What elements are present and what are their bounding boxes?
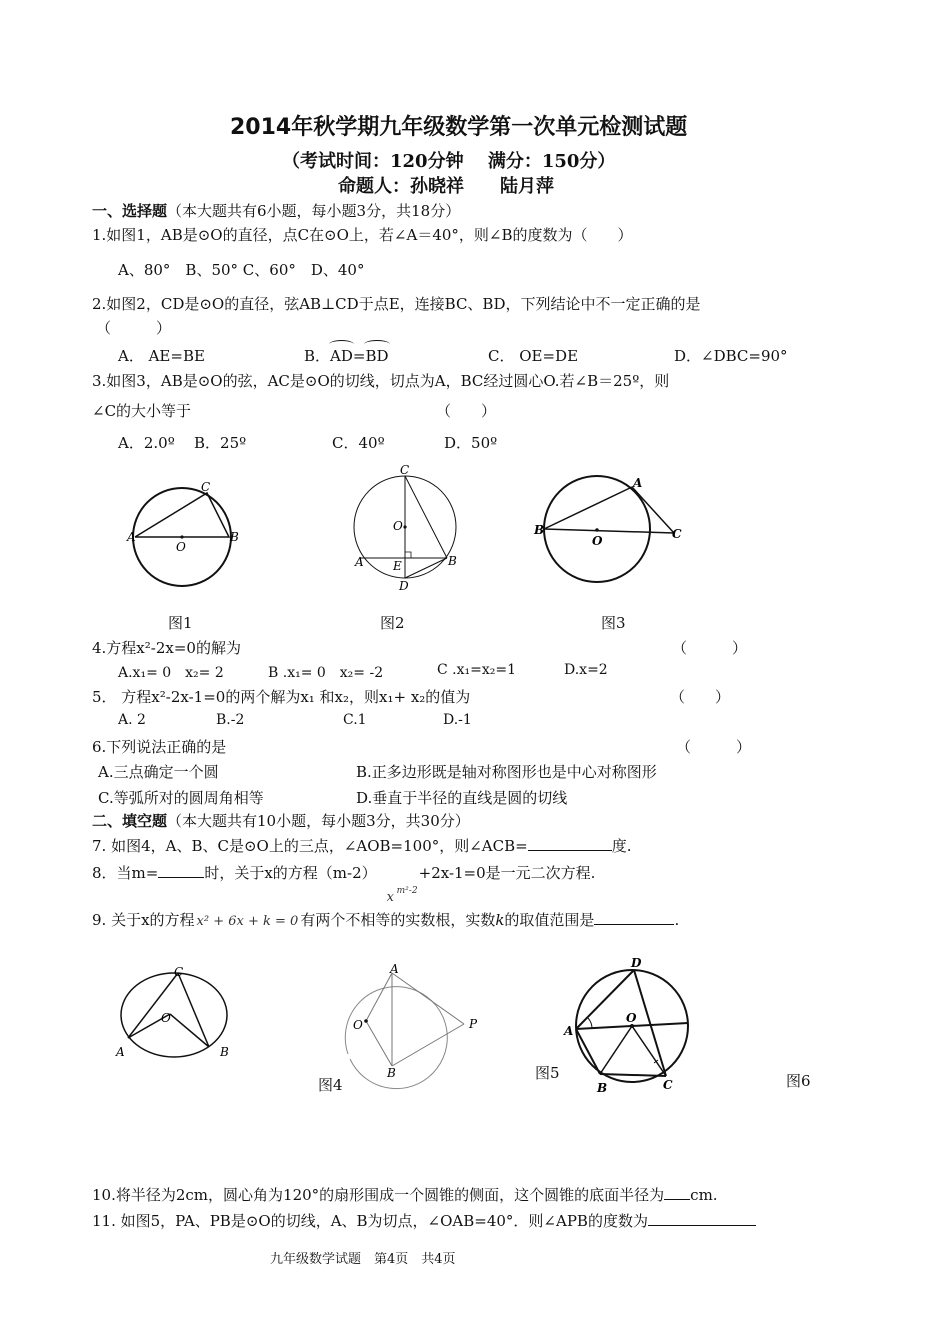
- q8-mid: 时，关于x的方程（m-2）: [204, 864, 377, 882]
- q2-option-b-eq: =: [352, 347, 366, 365]
- fig6-label-c: C: [663, 1078, 673, 1092]
- q7-tail: 度.: [611, 837, 632, 855]
- q6-option-a: A.三点确定一个圆: [98, 763, 219, 781]
- q7-answer-blank[interactable]: [528, 836, 612, 851]
- fig2-label-b: B: [448, 554, 457, 568]
- fig6-label-b: B: [597, 1081, 608, 1095]
- q4-text: 4.方程x²-2x=0的解为: [92, 639, 241, 657]
- fig3-label-a: A: [633, 476, 643, 490]
- fig4a-label-b: B: [220, 1045, 229, 1059]
- q11-text: 11. 如图5，PA、PB是⊙O的切线，A、B为切点，∠OAB=40°．则∠APB的度数为: [92, 1212, 648, 1230]
- fig6-label-o: O: [626, 1011, 637, 1025]
- section2-heading: 二、填空题: [92, 812, 168, 830]
- q3-option-a: A．2.0º: [118, 434, 175, 452]
- q3-option-d: D．50º: [444, 434, 498, 452]
- fig4-caption: 图4: [318, 1076, 343, 1094]
- q4-option-b: B .x₁= 0 x₂= -2: [268, 665, 384, 681]
- q3-option-c: C．40º: [332, 434, 385, 452]
- arc-bd: BD: [365, 347, 389, 365]
- q8-power-exp: m²-2: [396, 886, 418, 896]
- q9: [92, 909, 679, 930]
- q6-option-d: D.垂直于半径的直线是圆的切线: [356, 789, 568, 807]
- fig3-label-b: B: [534, 523, 545, 537]
- q2-option-a: A． AE=BE: [118, 347, 205, 365]
- fig2-label-a: A: [355, 555, 364, 569]
- q4-option-c: C .x₁=x₂=1: [437, 662, 516, 678]
- q2-paren: （ ）: [96, 319, 172, 337]
- figure-3: [530, 470, 690, 585]
- fig3-caption: 图3: [601, 614, 626, 632]
- fig4-label-b: B: [387, 1066, 396, 1080]
- section2-note: （本大题共有10小题，每小题3分，共30分）: [167, 812, 470, 830]
- fig1-label-c: C: [201, 480, 211, 494]
- fig6-label-d: D: [631, 956, 642, 970]
- page-footer: 九年级数学试题 第4页 共4页: [270, 1252, 456, 1267]
- q5-option-c: C.1: [343, 712, 367, 728]
- figure-4: [340, 962, 490, 1082]
- fig3-label-o: O: [592, 534, 603, 548]
- q1-options: A、80° B、50° C、60° D、40°: [118, 261, 365, 279]
- q7: [92, 835, 632, 856]
- figure-2: [350, 465, 465, 595]
- fig1-caption: 图1: [168, 614, 193, 632]
- q3-paren: （ ）: [436, 402, 497, 420]
- q6-option-c: C.等弧所对的圆周角相等: [98, 789, 264, 807]
- page-title: 2014年秋学期九年级数学第一次单元检测试题: [230, 115, 688, 140]
- q10: [92, 1184, 718, 1205]
- fig3-label-c: C: [672, 527, 682, 541]
- fig2-label-o: O: [393, 519, 403, 533]
- fig2-label-e: E: [393, 559, 402, 573]
- q5-text: 5． 方程x²-2x-1=0的两个解为x₁ 和x₂，则x₁+ x₂的值为: [92, 688, 471, 706]
- exam-info: （考试时间：120分钟 满分：150分）: [282, 151, 616, 172]
- fig1-label-a: A: [127, 530, 136, 544]
- q8-power-base: x: [386, 890, 394, 905]
- q3-text: 3.如图3，AB是⊙O的弦，AC是⊙O的切线，切点为A，BC经过圆心O.若∠B＝25º，则: [92, 372, 670, 390]
- fig6-caption: 图6: [786, 1072, 811, 1090]
- q9-equation: x² + 6x + k = 0: [196, 914, 299, 929]
- q9-mid: 有两个不相等的实数根，实数: [300, 911, 496, 929]
- q5-option-b: B.-2: [216, 712, 245, 728]
- fig4a-label-o: O: [161, 1011, 171, 1025]
- q7-text: 7. 如图4，A、B、C是⊙O上的三点，∠AOB=100°，则∠ACB=: [92, 837, 528, 855]
- fig2-caption: 图2: [380, 614, 405, 632]
- q6-text: 6.下列说法正确的是: [92, 738, 227, 756]
- q1-text: 1.如图1，AB是⊙O的直径，点C在⊙O上，若∠A＝40°，则∠B的度数为（ ）: [92, 226, 633, 244]
- section1-note: （本大题共有6小题，每小题3分，共18分）: [167, 202, 461, 220]
- section1-header: [92, 200, 460, 221]
- q6-option-b: B.正多边形既是轴对称图形也是中心对称图形: [356, 763, 657, 781]
- fig4a-label-c: C: [174, 965, 184, 979]
- q6-paren: （ ）: [676, 738, 752, 756]
- fig1-label-o: O: [176, 540, 186, 554]
- q4-option-d: D.x=2: [564, 662, 608, 678]
- q10-text: 10.将半径为2cm，圆心角为120°的扇形围成一个圆锥的侧面，这个圆锥的底面半径为: [92, 1186, 665, 1204]
- q4-option-a: A.x₁= 0 x₂= 2: [118, 665, 224, 681]
- q9-prefix: 9. 关于x的方程: [92, 911, 195, 929]
- q4-paren: （ ）: [672, 639, 748, 657]
- q10-tail: cm.: [690, 1186, 718, 1204]
- fig1-label-b: B: [230, 530, 239, 544]
- fig4a-label-a: A: [116, 1045, 125, 1059]
- section2-header: [92, 810, 470, 831]
- fig4-label-o: O: [353, 1018, 363, 1032]
- q8-prefix: 8．当m=: [92, 864, 159, 882]
- q5-option-a: A. 2: [118, 712, 146, 728]
- fig4-label-p: P: [469, 1017, 478, 1031]
- q11-answer-blank[interactable]: [648, 1211, 756, 1226]
- q9-tail: 的取值范围是: [504, 911, 595, 929]
- q3-text2: ∠C的大小等于: [92, 402, 192, 420]
- q10-answer-blank[interactable]: [664, 1185, 690, 1200]
- q11: [92, 1210, 756, 1231]
- q9-k: k: [495, 911, 505, 929]
- arc-ad: AD: [330, 347, 353, 365]
- section1-heading: 一、选择题: [92, 202, 168, 220]
- q2-text: 2.如图2，CD是⊙O的直径，弦AB⊥CD于点E，连接BC、BD，下列结论中不一定正确的是: [92, 295, 701, 313]
- q9-end: .: [674, 911, 680, 929]
- fig5-caption: 图5: [535, 1064, 560, 1082]
- q8-answer-blank[interactable]: [158, 863, 204, 878]
- fig2-label-d: D: [399, 579, 409, 593]
- q5-paren: （ ）: [670, 688, 731, 706]
- fig2-label-c: C: [400, 463, 410, 477]
- figure-4a: [112, 962, 242, 1062]
- q5-option-d: D.-1: [443, 712, 472, 728]
- figure-6: [562, 950, 712, 1098]
- q2-option-c: C． OE=DE: [488, 347, 579, 365]
- q9-answer-blank[interactable]: [594, 910, 674, 925]
- figure-1: [125, 475, 245, 595]
- q3-option-b: B．25º: [194, 434, 247, 452]
- q2-option-d: D．∠DBC=90°: [674, 347, 788, 365]
- q2-option-b: [304, 345, 389, 366]
- q8-tail: +2x-1=0是一元二次方程.: [418, 864, 596, 882]
- q8: [92, 862, 596, 905]
- q2-option-b-prefix: B．: [304, 347, 331, 365]
- fig4-label-a: A: [390, 962, 399, 976]
- fig6-label-a: A: [564, 1024, 574, 1038]
- authors: 命题人：孙晓祥 陆月萍: [338, 176, 554, 197]
